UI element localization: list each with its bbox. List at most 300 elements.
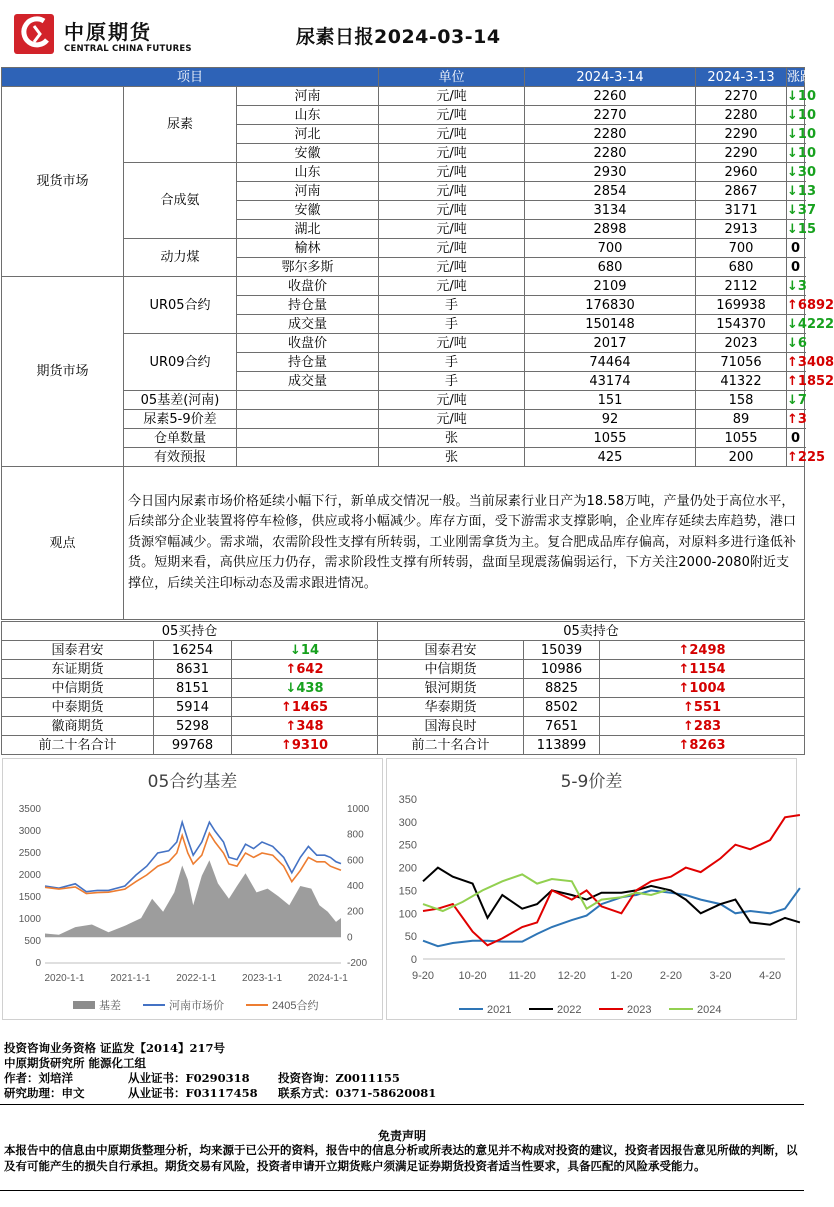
sell-broker-name: 国海良时 bbox=[378, 717, 524, 736]
change-value: 7 bbox=[797, 392, 807, 408]
header-unit: 单位 bbox=[379, 68, 525, 87]
change-value: 2498 bbox=[689, 642, 726, 658]
region-cell: 河南 bbox=[237, 182, 379, 201]
contract-label: UR05合约 bbox=[124, 277, 237, 334]
y-axis-tick-label: 0 bbox=[410, 954, 417, 966]
spot-market-section bbox=[2, 87, 817, 277]
buy-position-title: 05买持仓 bbox=[2, 622, 378, 641]
change-value: 30 bbox=[797, 164, 817, 180]
spread-series-1-line bbox=[423, 868, 800, 925]
change-arrow: ↑ bbox=[787, 373, 798, 389]
change-value: 348 bbox=[296, 718, 324, 734]
change-cell bbox=[787, 258, 805, 277]
spread-chart-title: 5-9价差 bbox=[560, 772, 623, 792]
change-value: 6892 bbox=[797, 297, 834, 313]
basis-series-area bbox=[45, 860, 341, 937]
change-value: 4222 bbox=[797, 316, 834, 332]
unit-cell: 元/吨 bbox=[379, 410, 525, 429]
assistant-cert: 从业证书：F03117458 bbox=[128, 1086, 258, 1100]
sell-position-value: 113899 bbox=[524, 736, 600, 755]
assistant: 研究助理：申文 bbox=[4, 1086, 85, 1100]
empty-cell bbox=[237, 448, 379, 467]
change-value: 438 bbox=[296, 680, 324, 696]
change-cell bbox=[787, 125, 817, 144]
change-cell bbox=[787, 448, 826, 467]
empty-cell bbox=[237, 429, 379, 448]
futures-row bbox=[2, 277, 805, 296]
change-cell bbox=[787, 315, 834, 334]
buy-change-cell bbox=[232, 736, 378, 755]
change-arrow: ↑ bbox=[787, 411, 798, 427]
region-cell: 鄂尔多斯 bbox=[237, 258, 379, 277]
position-row bbox=[2, 717, 805, 736]
region-cell: 安徽 bbox=[237, 144, 379, 163]
change-value: 9310 bbox=[291, 737, 329, 753]
change-arrow: ↓ bbox=[787, 202, 798, 218]
change-cell bbox=[787, 296, 834, 315]
x-axis-tick-label: 2022-1-1 bbox=[176, 973, 217, 984]
sell-position-value: 8825 bbox=[524, 679, 600, 698]
position-rank-table bbox=[1, 621, 805, 755]
position-rows bbox=[2, 641, 805, 755]
sell-change-cell bbox=[600, 660, 805, 679]
change-cell bbox=[787, 239, 805, 258]
change-value: 1852 bbox=[797, 373, 834, 389]
unit-cell: 元/吨 bbox=[379, 87, 525, 106]
x-axis-tick-label: 10-20 bbox=[458, 970, 487, 982]
value-today-cell: 2280 bbox=[525, 125, 696, 144]
value-today-cell: 151 bbox=[525, 391, 696, 410]
buy-position-value: 99768 bbox=[154, 736, 232, 755]
x-axis-tick-label: 11-20 bbox=[508, 970, 536, 982]
sell-broker-name: 中信期货 bbox=[378, 660, 524, 679]
change-arrow: ↑ bbox=[678, 661, 690, 677]
extra-label: 05基差(河南) bbox=[124, 391, 237, 410]
unit-cell: 手 bbox=[379, 372, 525, 391]
unit-cell: 元/吨 bbox=[379, 125, 525, 144]
header-item: 项目 bbox=[2, 68, 379, 87]
change-arrow: ↓ bbox=[787, 221, 798, 237]
change-cell bbox=[787, 106, 817, 125]
buy-broker-name: 东证期货 bbox=[2, 660, 154, 679]
value-prev-cell: 89 bbox=[696, 410, 787, 429]
change-cell bbox=[787, 220, 817, 239]
legend-label: 2024 bbox=[697, 1004, 722, 1016]
change-value: 3 bbox=[797, 278, 807, 294]
opinion-label: 观点 bbox=[2, 467, 124, 620]
unit-cell: 手 bbox=[379, 296, 525, 315]
unit-cell: 张 bbox=[379, 429, 525, 448]
change-arrow: ↓ bbox=[787, 107, 798, 123]
change-value: 8263 bbox=[689, 737, 726, 753]
sell-broker-name: 国泰君安 bbox=[378, 641, 524, 660]
buy-change-cell bbox=[232, 679, 378, 698]
change-arrow: ↑ bbox=[678, 680, 690, 696]
contact: 联系方式：0371-58620081 bbox=[278, 1086, 437, 1100]
change-cell bbox=[787, 410, 805, 429]
change-value: 1465 bbox=[291, 699, 329, 715]
y2-axis-tick-label: 600 bbox=[347, 855, 364, 867]
y-axis-tick-label: 250 bbox=[398, 839, 417, 852]
value-prev-cell: 680 bbox=[696, 258, 787, 277]
author-consult-cert: 投资咨询：Z0011155 bbox=[278, 1071, 400, 1085]
sell-broker-name: 前二十名合计 bbox=[378, 736, 524, 755]
unit-cell: 手 bbox=[379, 353, 525, 372]
change-arrow: ↓ bbox=[290, 642, 301, 658]
sell-change-cell bbox=[600, 717, 805, 736]
change-cell bbox=[787, 334, 805, 353]
change-arrow: ↓ bbox=[787, 316, 798, 332]
y2-axis-tick-label: 0 bbox=[347, 932, 353, 944]
value-prev-cell: 169938 bbox=[696, 296, 787, 315]
spread-series-2-line bbox=[423, 815, 800, 945]
sell-change-cell bbox=[600, 679, 805, 698]
buy-change-cell bbox=[232, 641, 378, 660]
futures-market-section bbox=[2, 277, 834, 467]
header-date1: 2024-3-14 bbox=[525, 68, 696, 87]
unit-cell: 元/吨 bbox=[379, 201, 525, 220]
region-cell: 榆林 bbox=[237, 239, 379, 258]
y2-axis-tick-label: 1000 bbox=[347, 804, 370, 815]
value-today-cell: 2930 bbox=[525, 163, 696, 182]
metric-cell: 持仓量 bbox=[237, 353, 379, 372]
position-title-row bbox=[2, 622, 805, 641]
change-cell bbox=[787, 163, 817, 182]
basis-chart-plot bbox=[3, 759, 384, 1021]
value-prev-cell: 2280 bbox=[696, 106, 787, 125]
value-prev-cell: 3171 bbox=[696, 201, 787, 220]
empty-cell bbox=[237, 410, 379, 429]
report-title: 尿素日报2024-03-14 bbox=[296, 26, 501, 48]
author: 作者：刘培洋 bbox=[4, 1071, 73, 1085]
buy-broker-name: 国泰君安 bbox=[2, 641, 154, 660]
spot-price-row bbox=[2, 87, 805, 106]
report-header bbox=[0, 0, 804, 67]
change-arrow: ↓ bbox=[787, 145, 798, 161]
extra-label: 尿素5-9价差 bbox=[124, 410, 237, 429]
legend-label: 2405合约 bbox=[272, 1000, 319, 1012]
x-axis-tick-label: 2-20 bbox=[659, 970, 682, 982]
logo-english-name: CENTRAL CHINA FUTURES bbox=[64, 44, 192, 54]
x-axis-tick-label: 12-20 bbox=[557, 970, 586, 982]
buy-broker-name: 前二十名合计 bbox=[2, 736, 154, 755]
change-arrow: ↓ bbox=[787, 278, 798, 294]
y-axis-tick-label: 3000 bbox=[18, 826, 41, 837]
region-cell: 山东 bbox=[237, 106, 379, 125]
y-axis-tick-label: 0 bbox=[35, 958, 41, 969]
unit-cell: 张 bbox=[379, 448, 525, 467]
value-today-cell: 700 bbox=[525, 239, 696, 258]
divider bbox=[0, 1190, 804, 1191]
unit-cell: 元/吨 bbox=[379, 144, 525, 163]
change-arrow: ↑ bbox=[285, 718, 297, 734]
y-axis-tick-label: 350 bbox=[398, 794, 417, 806]
sell-position-value: 10986 bbox=[524, 660, 600, 679]
change-value: 3408 bbox=[797, 354, 834, 370]
x-axis-tick-label: 2020-1-1 bbox=[44, 973, 85, 984]
value-prev-cell: 2913 bbox=[696, 220, 787, 239]
sell-position-value: 15039 bbox=[524, 641, 600, 660]
y-axis-tick-label: 300 bbox=[398, 816, 417, 829]
unit-cell: 元/吨 bbox=[379, 182, 525, 201]
opinion-text: 今日国内尿素市场价格延续小幅下行，新单成交情况一般。当前尿素行业日产为18.58万吨，产量仍处于高位水平，后续部分企业装置将停车检修，供应或将小幅减少。库存方面，受下游需求支撑影响，企业库存延续去库趋势，港口货源窄幅减少。需求端，农需阶段性支撑有所转弱，工业刚需拿货为主。复合肥成品库存偏高，对原料多进行逢低补货。短期来看，高供应压力仍存，需求阶段性支撑有所转弱，盘面呈现震荡偏弱运行，下方关注2000-2080附近支撑位，后续关注印标动态及需求跟进情况。 bbox=[124, 467, 805, 620]
x-axis-tick-label: 3-20 bbox=[709, 970, 732, 982]
y-axis-tick-label: 2000 bbox=[18, 870, 41, 881]
change-arrow: ↓ bbox=[787, 335, 798, 351]
value-today-cell: 2109 bbox=[525, 277, 696, 296]
value-prev-cell: 2290 bbox=[696, 144, 787, 163]
license-line: 投资咨询业务资格 证监发【2014】217号 bbox=[4, 1041, 226, 1055]
y-axis-tick-label: 500 bbox=[24, 936, 41, 947]
sell-position-value: 8502 bbox=[524, 698, 600, 717]
value-prev-cell: 71056 bbox=[696, 353, 787, 372]
y2-axis-tick-label: 400 bbox=[347, 881, 364, 892]
header-date2: 2024-3-13 bbox=[696, 68, 787, 87]
value-prev-cell: 2290 bbox=[696, 125, 787, 144]
change-arrow: ↑ bbox=[683, 718, 694, 734]
change-value: 14 bbox=[300, 642, 319, 658]
y2-axis-tick-label: -200 bbox=[347, 958, 368, 969]
product-label: 尿素 bbox=[124, 87, 237, 163]
unit-cell: 元/吨 bbox=[379, 106, 525, 125]
value-prev-cell: 700 bbox=[696, 239, 787, 258]
buy-broker-name: 中泰期货 bbox=[2, 698, 154, 717]
sell-broker-name: 华泰期货 bbox=[378, 698, 524, 717]
divider bbox=[0, 1104, 804, 1105]
change-arrow: ↑ bbox=[787, 354, 798, 370]
change-value: 225 bbox=[797, 449, 826, 465]
position-row bbox=[2, 679, 805, 698]
extra-label: 有效预报 bbox=[124, 448, 237, 467]
value-today-cell: 425 bbox=[525, 448, 696, 467]
y-axis-tick-label: 1000 bbox=[18, 914, 41, 925]
value-today-cell: 43174 bbox=[525, 372, 696, 391]
value-today-cell: 2280 bbox=[525, 144, 696, 163]
value-prev-cell: 200 bbox=[696, 448, 787, 467]
sell-broker-name: 银河期货 bbox=[378, 679, 524, 698]
legend-label: 河南市场价 bbox=[169, 1000, 224, 1012]
change-arrow: ↑ bbox=[280, 737, 292, 753]
change-value: 10 bbox=[797, 126, 817, 142]
sell-position-value: 7651 bbox=[524, 717, 600, 736]
disclaimer-title: 免责声明 bbox=[377, 1129, 426, 1143]
change-arrow: ↑ bbox=[678, 737, 690, 753]
henan-price-line bbox=[45, 822, 341, 892]
buy-change-cell bbox=[232, 717, 378, 736]
y-axis-tick-label: 150 bbox=[398, 885, 417, 898]
region-cell: 山东 bbox=[237, 163, 379, 182]
x-axis-tick-label: 2023-1-1 bbox=[242, 973, 283, 984]
unit-cell: 元/吨 bbox=[379, 277, 525, 296]
value-prev-cell: 2960 bbox=[696, 163, 787, 182]
extra-label: 仓单数量 bbox=[124, 429, 237, 448]
contract-label: UR09合约 bbox=[124, 334, 237, 391]
x-axis-tick-label: 1-20 bbox=[610, 970, 633, 982]
change-arrow: ↓ bbox=[787, 88, 798, 104]
institute-line: 中原期货研究所 能源化工组 bbox=[4, 1056, 147, 1070]
change-value: 6 bbox=[797, 335, 807, 351]
unit-cell: 元/吨 bbox=[379, 239, 525, 258]
buy-broker-name: 中信期货 bbox=[2, 679, 154, 698]
header-change: 涨跌 bbox=[787, 69, 814, 85]
product-label: 动力煤 bbox=[124, 239, 237, 277]
logo-chinese-name: 中原期货 bbox=[64, 20, 152, 44]
basis-chart bbox=[2, 758, 383, 1020]
buy-position-value: 8151 bbox=[154, 679, 232, 698]
unit-cell: 元/吨 bbox=[379, 258, 525, 277]
change-value: 0 bbox=[790, 259, 801, 275]
change-arrow: ↓ bbox=[787, 392, 798, 408]
change-cell bbox=[787, 201, 817, 220]
position-row bbox=[2, 698, 805, 717]
spot-market-label: 现货市场 bbox=[2, 87, 124, 277]
region-cell: 河北 bbox=[237, 125, 379, 144]
unit-cell: 元/吨 bbox=[379, 391, 525, 410]
metric-cell: 成交量 bbox=[237, 372, 379, 391]
change-arrow: ↑ bbox=[787, 297, 798, 313]
change-value: 1004 bbox=[689, 680, 726, 696]
product-label: 合成氨 bbox=[124, 163, 237, 239]
market-data-table bbox=[1, 67, 834, 620]
y-axis-tick-label: 2500 bbox=[18, 848, 41, 859]
legend-label: 2022 bbox=[557, 1004, 582, 1016]
change-cell bbox=[787, 182, 817, 201]
legend-swatch bbox=[73, 1001, 95, 1009]
change-cell bbox=[787, 353, 834, 372]
change-arrow: ↑ bbox=[285, 661, 297, 677]
value-prev-cell: 2867 bbox=[696, 182, 787, 201]
y-axis-tick-label: 50 bbox=[404, 931, 417, 944]
buy-change-cell bbox=[232, 698, 378, 717]
value-prev-cell: 41322 bbox=[696, 372, 787, 391]
value-prev-cell: 2023 bbox=[696, 334, 787, 353]
region-cell: 河南 bbox=[237, 87, 379, 106]
change-cell bbox=[787, 87, 817, 106]
metric-cell: 收盘价 bbox=[237, 277, 379, 296]
y-axis-tick-label: 1500 bbox=[18, 892, 41, 903]
change-value: 10 bbox=[797, 145, 817, 161]
value-today-cell: 2270 bbox=[525, 106, 696, 125]
sell-change-cell bbox=[600, 641, 805, 660]
basis-chart-title: 05合约基差 bbox=[147, 772, 238, 792]
change-value: 13 bbox=[797, 183, 817, 199]
metric-cell: 成交量 bbox=[237, 315, 379, 334]
value-today-cell: 176830 bbox=[525, 296, 696, 315]
legend-label: 基差 bbox=[99, 1000, 121, 1012]
change-value: 283 bbox=[693, 718, 722, 734]
value-prev-cell: 2112 bbox=[696, 277, 787, 296]
buy-position-value: 16254 bbox=[154, 641, 232, 660]
legend-label: 2023 bbox=[627, 1004, 652, 1016]
metric-cell: 收盘价 bbox=[237, 334, 379, 353]
change-arrow: ↑ bbox=[683, 699, 694, 715]
position-row bbox=[2, 660, 805, 679]
change-cell bbox=[787, 277, 805, 296]
company-logo-icon bbox=[14, 14, 54, 54]
position-row bbox=[2, 736, 805, 755]
buy-change-cell bbox=[232, 660, 378, 679]
buy-position-value: 5914 bbox=[154, 698, 232, 717]
y2-axis-tick-label: 800 bbox=[347, 829, 364, 841]
buy-position-value: 5298 bbox=[154, 717, 232, 736]
sell-change-cell bbox=[600, 736, 805, 755]
change-arrow: ↑ bbox=[678, 642, 690, 658]
value-today-cell: 680 bbox=[525, 258, 696, 277]
change-arrow: ↑ bbox=[787, 449, 798, 465]
x-axis-tick-label: 4-20 bbox=[759, 970, 782, 982]
y2-axis-tick-label: 200 bbox=[347, 906, 364, 918]
x-axis-tick-label: 9-20 bbox=[411, 970, 435, 982]
value-prev-cell: 1055 bbox=[696, 429, 787, 448]
empty-cell bbox=[237, 391, 379, 410]
unit-cell: 元/吨 bbox=[379, 163, 525, 182]
sell-position-title: 05卖持仓 bbox=[378, 622, 805, 641]
change-cell bbox=[787, 429, 805, 448]
y-axis-tick-label: 3500 bbox=[18, 804, 41, 815]
value-today-cell: 3134 bbox=[525, 201, 696, 220]
value-prev-cell: 154370 bbox=[696, 315, 787, 334]
value-today-cell: 92 bbox=[525, 410, 696, 429]
futures-market-label: 期货市场 bbox=[2, 277, 124, 467]
change-arrow: ↓ bbox=[787, 164, 798, 180]
change-value: 642 bbox=[296, 661, 324, 677]
value-prev-cell: 158 bbox=[696, 391, 787, 410]
x-axis-tick-label: 2021-1-1 bbox=[110, 973, 151, 984]
spread-chart bbox=[386, 758, 797, 1020]
position-row bbox=[2, 641, 805, 660]
buy-broker-name: 徽商期货 bbox=[2, 717, 154, 736]
change-arrow: ↓ bbox=[787, 126, 798, 142]
change-value: 1154 bbox=[689, 661, 726, 677]
y-axis-tick-label: 100 bbox=[398, 908, 417, 921]
change-value: 551 bbox=[693, 699, 722, 715]
x-axis-tick-label: 2024-1-1 bbox=[307, 973, 348, 984]
unit-cell: 手 bbox=[379, 315, 525, 334]
change-cell bbox=[787, 372, 834, 391]
value-today-cell: 2854 bbox=[525, 182, 696, 201]
table-header-row bbox=[2, 68, 805, 87]
region-cell: 湖北 bbox=[237, 220, 379, 239]
value-today-cell: 2898 bbox=[525, 220, 696, 239]
author-cert: 从业证书：F0290318 bbox=[128, 1071, 250, 1085]
region-cell: 安徽 bbox=[237, 201, 379, 220]
value-today-cell: 2260 bbox=[525, 87, 696, 106]
legend-label: 2021 bbox=[487, 1004, 512, 1016]
sell-change-cell bbox=[600, 698, 805, 717]
unit-cell: 元/吨 bbox=[379, 334, 525, 353]
change-cell bbox=[787, 391, 805, 410]
metric-cell: 持仓量 bbox=[237, 296, 379, 315]
unit-cell: 元/吨 bbox=[379, 220, 525, 239]
buy-position-value: 8631 bbox=[154, 660, 232, 679]
disclaimer-text: 本报告中的信息由中原期货整理分析，均来源于已公开的资料，报告中的信息分析或所表达的意见并不构成对投资的建议，投资者因报告意见所做的判断，以及有可能产生的损失自行承担。期货交易有风险，投资者申请开立期货账户须满足证券期货投资者适当性要求，具备匹配的风险承受能力。 bbox=[4, 1143, 798, 1173]
value-today-cell: 74464 bbox=[525, 353, 696, 372]
change-value: 0 bbox=[790, 240, 801, 256]
change-arrow: ↓ bbox=[285, 680, 297, 696]
value-today-cell: 2017 bbox=[525, 334, 696, 353]
value-today-cell: 150148 bbox=[525, 315, 696, 334]
change-value: 10 bbox=[797, 107, 817, 123]
change-arrow: ↑ bbox=[280, 699, 292, 715]
opinion-row bbox=[2, 467, 805, 620]
change-value: 37 bbox=[797, 202, 817, 218]
change-value: 3 bbox=[797, 411, 807, 427]
spread-chart-plot bbox=[387, 759, 798, 1021]
value-today-cell: 1055 bbox=[525, 429, 696, 448]
change-arrow: ↓ bbox=[787, 183, 798, 199]
change-value: 15 bbox=[797, 221, 817, 237]
value-prev-cell: 2270 bbox=[696, 87, 787, 106]
